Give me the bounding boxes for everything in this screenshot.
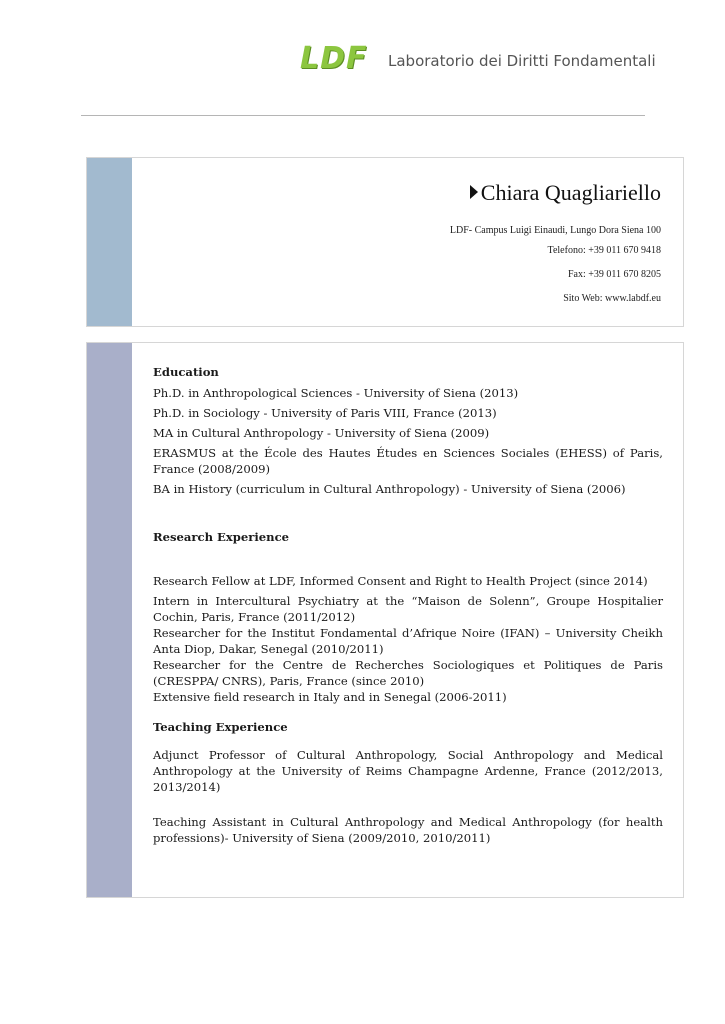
teaching-item: Teaching Assistant in Cultural Anthropology and Medical Anthropology (for health professions)- University of Siena (2009/2010, 2010/2011) (153, 815, 663, 845)
triangle-right-icon (470, 185, 478, 199)
education-heading: Education (153, 365, 219, 379)
person-name-heading (470, 180, 661, 206)
education-item: ERASMUS at the École des Hautes Études en Sciences Sociales (EHESS) of Paris, France (2008/2009) (153, 446, 663, 476)
fax-text: Fax: +39 011 670 8205 (567, 269, 661, 280)
address-text: LDF- Campus Luigi Einaudi, Lungo Dora Siena 100 (449, 225, 661, 236)
teaching-heading: Teaching Experience (153, 720, 288, 734)
education-item: BA in History (curriculum in Cultural Anthropology) - University of Siena (2006) (153, 482, 626, 496)
contact-card (86, 157, 684, 327)
teaching-item: Adjunct Professor of Cultural Anthropology, Social Anthropology and Medical Anthropology at the University of Reims Champagne Ardenne, France (2012/2013, 2013/2014) (153, 748, 663, 794)
ldf-logo-mark: LDF (300, 41, 368, 76)
education-item: Ph.D. in Anthropological Sciences - University of Siena (2013) (153, 386, 519, 400)
research-item: Research Fellow at LDF, Informed Consent and Right to Health Project (since 2014) (153, 574, 648, 588)
cv-body-sidebar (87, 343, 132, 897)
person-name: Chiara Quagliariello (480, 180, 661, 205)
phone-text: Telefono: +39 011 670 9418 (547, 245, 661, 256)
research-item: Researcher for the Centre de Recherches Sociologiques et Politiques de Paris (CRESPPA/ CNRS), Paris, France (since 2010) (153, 658, 663, 688)
cv-content (153, 363, 663, 846)
education-item: MA in Cultural Anthropology - University of Siena (2009) (153, 426, 490, 440)
header-divider (81, 115, 645, 116)
research-item: Extensive field research in Italy and in Senegal (2006-2011) (153, 690, 507, 704)
cv-body-card (86, 342, 684, 898)
logo-text: Laboratorio dei Diritti Fondamentali (388, 52, 656, 70)
research-heading: Research Experience (153, 530, 290, 544)
education-item: Ph.D. in Sociology - University of Paris VIII, France (2013) (153, 406, 497, 420)
research-item: Intern in Intercultural Psychiatry at the “Maison de Solenn”, Groupe Hospitalier Cochin, Paris, France (2011/2012) (153, 594, 663, 624)
contact-card-sidebar (87, 158, 132, 326)
research-item: Researcher for the Institut Fondamental d’Afrique Noire (IFAN) – University Cheikh Anta Diop, Dakar, Senegal (2010/2011) (153, 626, 663, 656)
website-text: Sito Web: www.labdf.eu (563, 293, 661, 304)
